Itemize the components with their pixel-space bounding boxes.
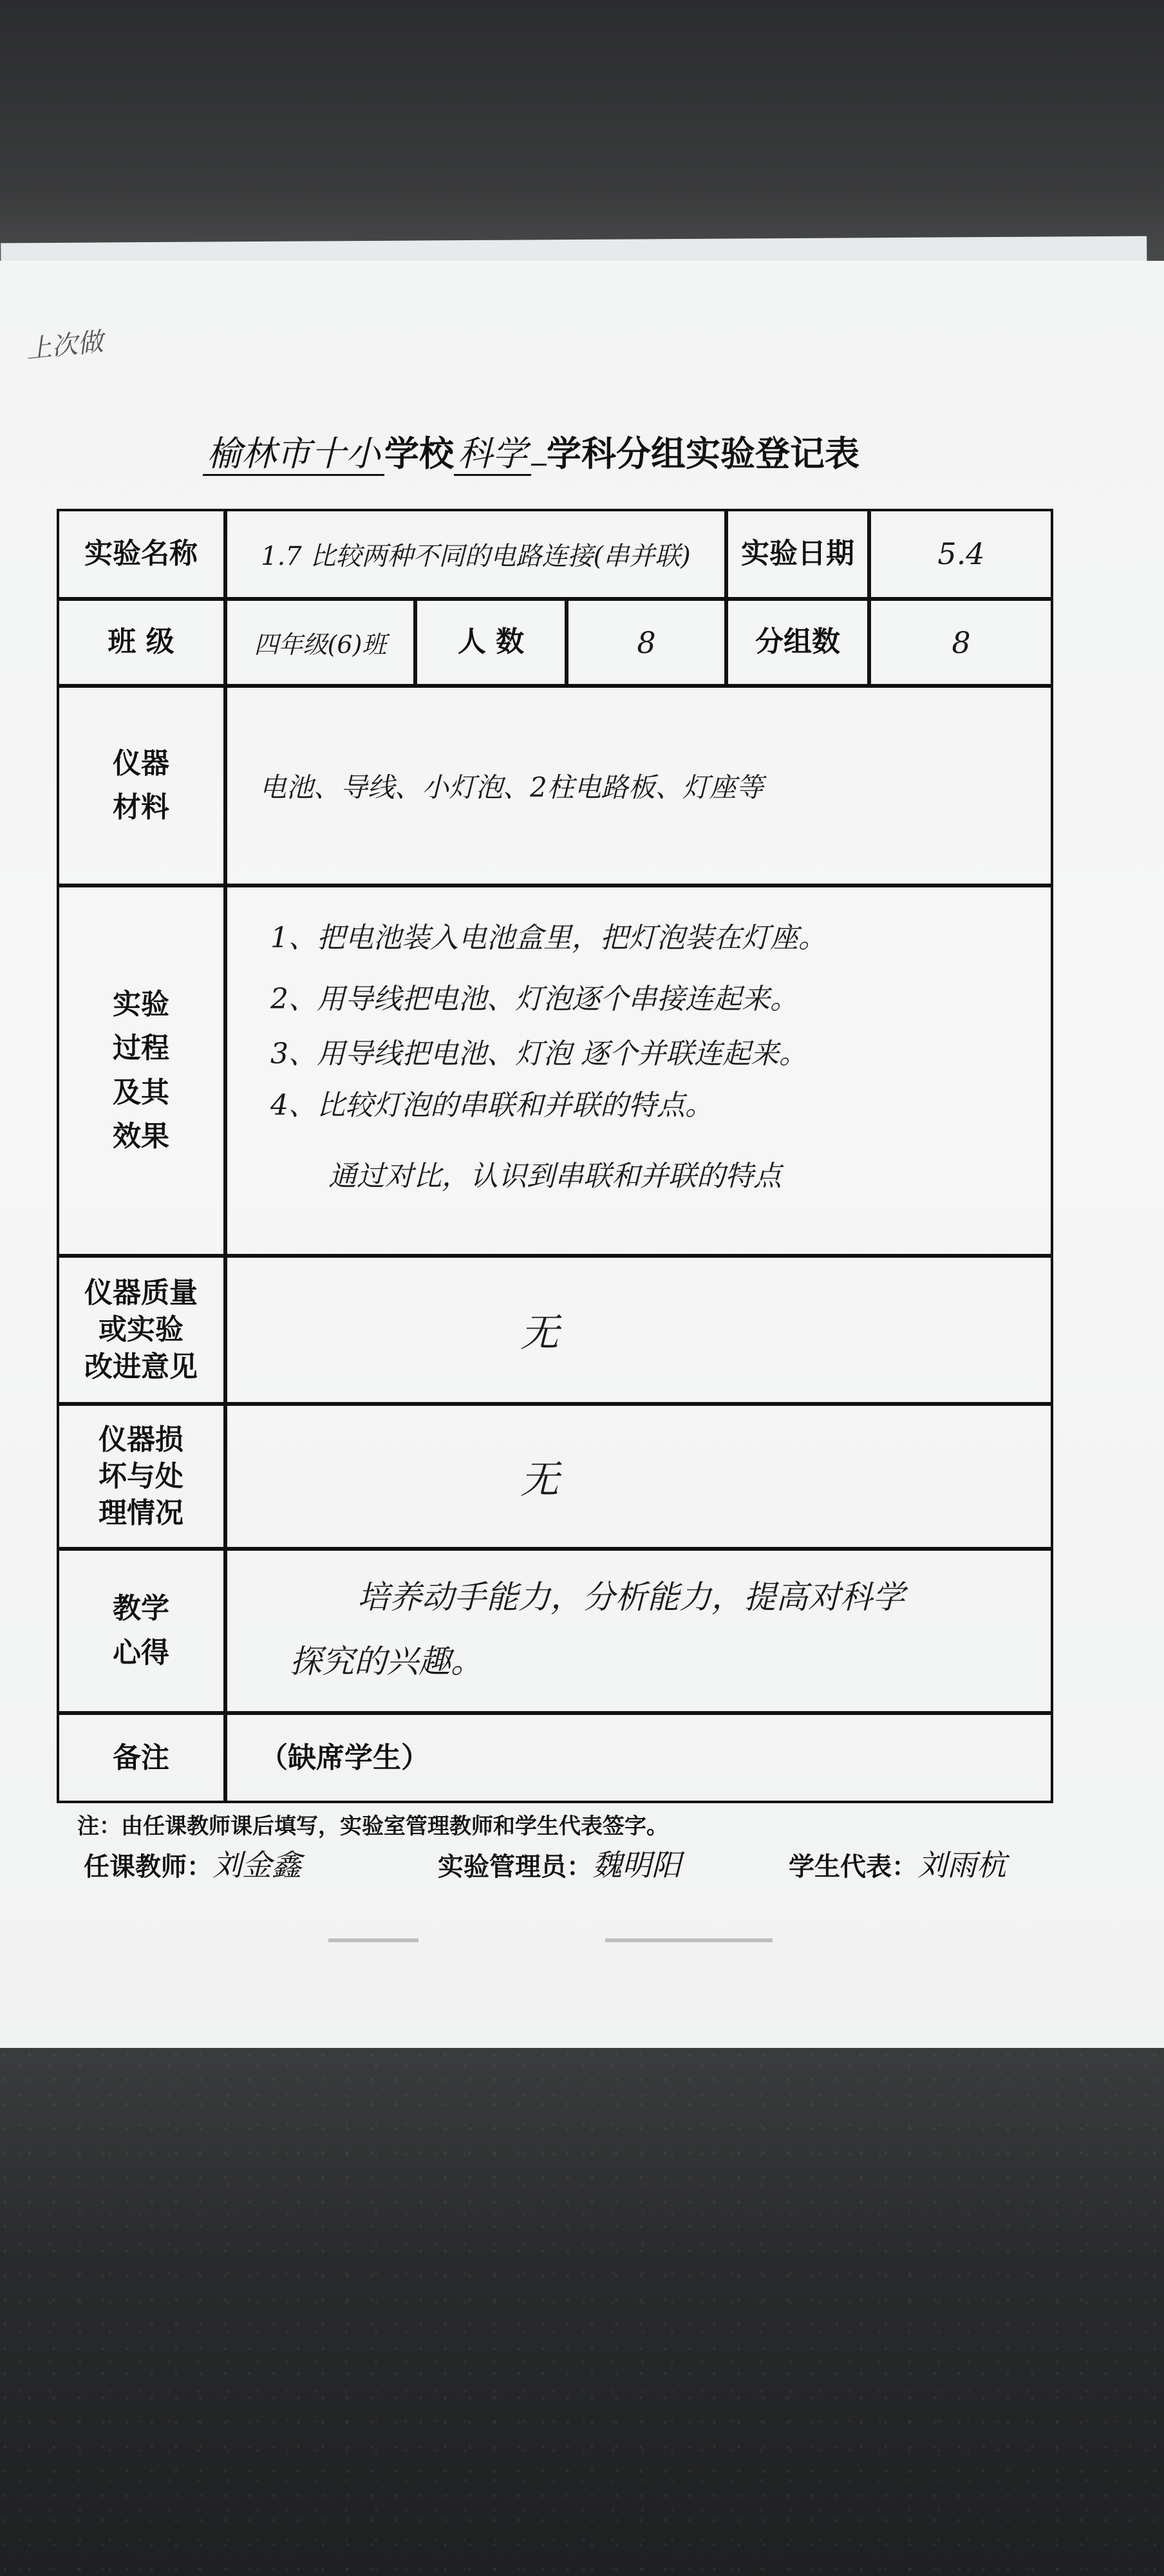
experiment-date-label: 实验日期 [741, 536, 854, 570]
form-title [203, 426, 859, 476]
teacher-signature-name: 刘金鑫 [212, 1848, 301, 1882]
remark-value-cell [225, 1713, 1053, 1803]
print-smudge [328, 1938, 418, 1942]
quality-label-line3: 改进意见 [84, 1350, 198, 1383]
groups-value-cell [869, 599, 1053, 686]
experiment-name-value-cell [225, 509, 726, 599]
experiment-name-label-cell [57, 509, 225, 599]
remark-value: （缺席学生） [259, 1741, 429, 1774]
title-suffix: 学科分组实验登记表 [547, 433, 859, 474]
remark-label-cell [57, 1713, 225, 1803]
process-step: 2、用导线把电池、灯泡逐个串接连起来。 [270, 983, 798, 1016]
corner-handwritten-note: 上次做 [24, 327, 105, 365]
process-label-line1: 实验 [113, 988, 169, 1021]
damage-label-line2: 坏与处 [99, 1459, 183, 1493]
process-step: 4、比较灯泡的串联和并联的特点。 [270, 1089, 713, 1122]
experiment-date-label-cell [726, 509, 869, 599]
teaching-label-line1: 教学 [113, 1592, 169, 1625]
groups-value: 8 [952, 625, 971, 660]
groups-label: 分组数 [755, 625, 840, 659]
teacher-signature-label: 任课教师： [84, 1852, 212, 1882]
teaching-label-cell [57, 1549, 225, 1713]
count-label: 人 数 [457, 625, 525, 659]
leather-surface [0, 2048, 1164, 2576]
groups-label-cell [726, 599, 869, 686]
class-label-cell [57, 599, 225, 686]
materials-label-cell [57, 686, 225, 886]
quality-value: 无 [520, 1311, 559, 1356]
process-step: 3、用导线把电池、灯泡 逐个并联连起来。 [270, 1037, 807, 1070]
title-underline-blank [531, 464, 547, 466]
process-summary: 通过对比，认识到串联和并联的特点 [328, 1160, 782, 1193]
quality-label-line2: 或实验 [99, 1313, 183, 1347]
desk-background-top [0, 0, 1164, 270]
damage-label-cell [57, 1404, 225, 1549]
damage-label-line1: 仪器损 [99, 1423, 183, 1456]
print-smudge [605, 1938, 773, 1942]
materials-value: 电池、导线、小灯泡、2柱电路板、灯座等 [259, 772, 764, 803]
teaching-line2: 探究的兴趣。 [290, 1643, 483, 1680]
student-signature [789, 1842, 1006, 1884]
damage-value-cell [225, 1404, 1053, 1549]
teaching-line1: 培养动手能力，分析能力，提高对科学 [357, 1578, 905, 1616]
damage-value: 无 [520, 1457, 559, 1502]
student-signature-name: 刘雨杭 [917, 1848, 1006, 1882]
title-school: 榆林市十小 [203, 433, 384, 476]
materials-label-line2: 材料 [113, 791, 169, 824]
student-signature-label: 学生代表： [789, 1852, 917, 1882]
process-label-line2: 过程 [113, 1032, 169, 1065]
process-step: 1、把电池装入电池盒里，把灯泡装在灯座。 [270, 922, 827, 954]
class-label: 班 级 [108, 625, 174, 659]
materials-label-line1: 仪器 [113, 746, 169, 780]
lab-manager-signature-label: 实验管理员： [438, 1852, 592, 1882]
damage-label-line3: 理情况 [99, 1497, 183, 1530]
materials-value-cell [225, 686, 1053, 886]
experiment-name-value: 1.7 比较两种不同的电路连接(串并联) [261, 541, 691, 571]
process-label-cell [57, 886, 225, 1256]
count-value-cell [567, 599, 726, 686]
experiment-date-value-cell [869, 509, 1053, 599]
class-value: 四年级(6)班 [254, 630, 387, 659]
lab-manager-signature [438, 1842, 681, 1884]
class-value-cell [225, 599, 415, 686]
count-value: 8 [637, 625, 656, 660]
experiment-date-value: 5.4 [937, 536, 985, 571]
quality-label-cell [57, 1256, 225, 1404]
quality-label-line1: 仪器质量 [84, 1276, 198, 1310]
process-label-line4: 效果 [113, 1119, 169, 1153]
form-footnote: 注：由任课教师课后填写，实验室管理教师和学生代表签字。 [77, 1814, 668, 1839]
process-label-line3: 及其 [113, 1075, 169, 1109]
experiment-name-label: 实验名称 [84, 536, 198, 570]
lab-manager-signature-name: 魏明阳 [592, 1848, 681, 1882]
remark-label: 备注 [113, 1741, 169, 1774]
title-subject: 科学 [454, 433, 531, 476]
quality-value-cell [225, 1256, 1053, 1404]
title-school-suffix: 学校 [384, 433, 454, 474]
teacher-signature [84, 1842, 301, 1884]
count-label-cell [415, 599, 567, 686]
teaching-label-line2: 心得 [113, 1636, 169, 1669]
